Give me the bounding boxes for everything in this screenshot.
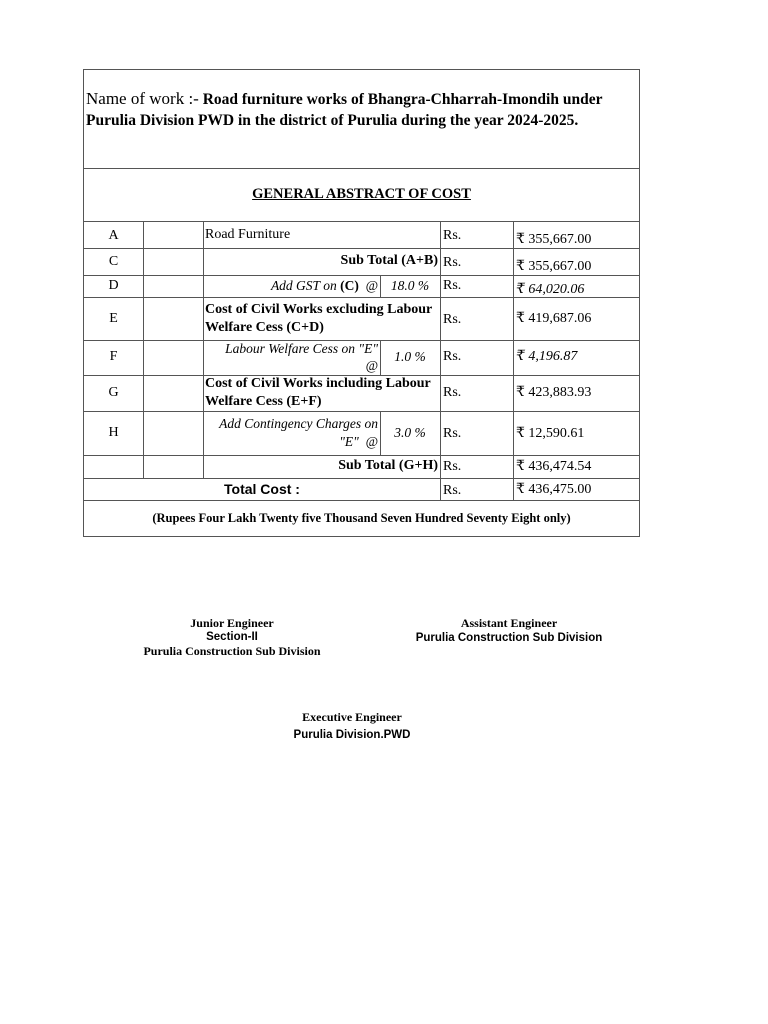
ee-title: Executive Engineer [302,710,402,724]
total-cost-label: Total Cost : [224,481,300,497]
row-desc-a: Road Furniture [205,227,291,242]
signature-junior-engineer [118,616,346,658]
rule-header [84,168,639,169]
subtotal-gh-label: Sub Total (G+H) [338,458,438,473]
col-rule-3 [440,221,441,500]
col-rule-4 [513,221,514,500]
total-cost-rs: Rs. [443,483,462,498]
row-amount-a: ₹ 355,667.00 [516,232,592,247]
row-label-a: A [108,228,119,243]
row-label-e: E [109,311,118,326]
row-label-d: D [108,278,119,293]
row-rs-d: Rs. [443,278,462,293]
rate-rule-d [380,275,381,297]
je-office: Purulia Construction Sub Division [143,644,321,658]
row-amount-g: ₹ 423,883.93 [516,385,592,400]
col-rule-2 [203,221,204,478]
row-desc-c: Sub Total (A+B) [340,253,438,268]
row-label-g: G [108,385,119,400]
signature-executive-engineer [252,708,452,744]
row-rate-h: 3.0 % [394,425,426,440]
row-rs-c: Rs. [443,255,462,270]
row-desc-g: Cost of Civil Works including Labour Welfare Cess (E+F) [205,376,431,409]
row-rs-e: Rs. [443,312,462,327]
row-desc-h: Add Contingency Charges on [219,416,378,431]
row-desc-h-ref: "E" [339,434,359,449]
row-desc-d-at: @ [365,278,378,293]
amount-in-words: (Rupees Four Lakh Twenty five Thousand Seven Hundred Seventy Eight only) [152,511,571,525]
row-amount-c: ₹ 355,667.00 [516,259,592,274]
row-label-f: F [109,349,118,364]
row-rate-f: 1.0 % [394,349,426,364]
name-of-work-text: Road furniture works of Bhangra-Chharrah-Imondih under Purulia Division PWD in the district of Purulia during the year 2024-2025. [86,91,603,129]
rate-rule-h [380,411,381,455]
ee-office: Purulia Division.PWD [293,729,411,741]
row-desc-d [205,278,378,294]
rule-row-c [84,275,639,276]
rule-total [84,500,639,501]
signature-assistant-engineer [398,616,620,646]
subtotal-gh-amount: ₹ 436,474.54 [516,459,592,474]
row-at-f: @ [365,358,378,373]
rule-title [84,221,639,222]
rule-subtotal [84,478,639,479]
ae-office: Purulia Construction Sub Division [415,632,603,644]
rule-row-g [84,411,639,412]
row-amount-d: ₹ 64,020.06 [516,282,585,297]
row-label-h: H [108,425,119,440]
row-rs-h: Rs. [443,426,462,441]
je-title: Junior Engineer [190,616,274,630]
row-desc-e: Cost of Civil Works excluding Labour Welfare Cess (C+D) [205,302,433,335]
row-rate-d: 18.0 % [390,278,430,293]
row-desc-h-2 [205,434,378,450]
je-section: Section-II [206,631,258,643]
name-of-work-label: Name of work :- [86,89,199,108]
total-cost-amount: ₹ 436,475.00 [516,482,592,497]
row-rs-g: Rs. [443,385,462,400]
row-rs-a: Rs. [443,228,462,243]
row-amount-h: ₹ 12,590.61 [516,426,585,441]
row-label-c: C [108,254,119,269]
row-rs-f: Rs. [443,349,462,364]
row-desc-d-text: Add GST on [270,278,337,293]
col-rule-1 [143,221,144,478]
abstract-title: GENERAL ABSTRACT OF COST [252,186,471,202]
row-at-h: @ [365,434,378,449]
row-amount-f: ₹ 4,196.87 [516,349,578,364]
rate-rule-f [380,340,381,375]
row-desc-f: Labour Welfare Cess on "E" [225,341,378,356]
row-amount-e: ₹ 419,687.06 [516,311,592,326]
rule-row-a [84,248,639,249]
row-desc-d-ref: (C) [340,278,359,293]
subtotal-gh-rs: Rs. [443,459,462,474]
ae-title: Assistant Engineer [460,616,558,630]
rule-row-h [84,455,639,456]
name-of-work [86,88,634,131]
